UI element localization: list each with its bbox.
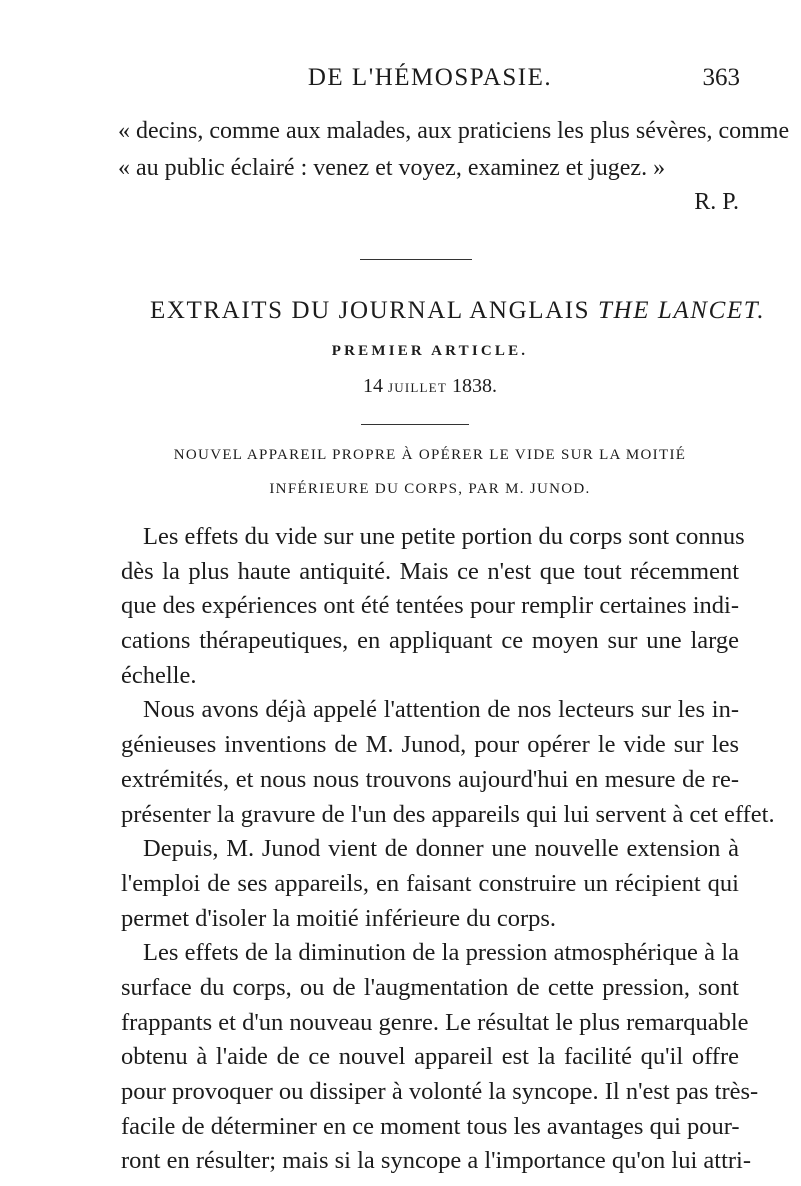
text-line: pour provoquer ou dissiper à volonté la syncope. Il n'est pas très-: [121, 1078, 759, 1105]
running-header: [120, 64, 740, 104]
article-body: [121, 520, 775, 1179]
paragraph: [121, 936, 759, 1179]
text-line: présenter la gravure de l'un des appareils qui lui servent à cet effet.: [121, 800, 775, 828]
running-title: DE L'HÉMOSPASIE.: [307, 64, 553, 91]
text-line: dès la plus haute antiquité. Mais ce n'est que tout récemment: [121, 557, 739, 585]
text-line: l'emploi de ses appareils, en faisant construire un récipient qui: [121, 869, 739, 897]
text-line: Nous avons déjà appelé l'attention de nos lecteurs sur les in-: [143, 696, 739, 724]
section-title-journal: THE LANCET.: [598, 297, 766, 324]
text-line: frappants et d'un nouveau genre. Le résultat le plus remarquable: [121, 1008, 749, 1036]
date-year: 1838.: [451, 375, 497, 397]
section-subtitle: PREMIER ARTICLE.: [331, 343, 529, 359]
date-day: 14: [363, 375, 384, 397]
text-line: obtenu à l'aide de ce nouvel appareil est la facilité qu'il offre: [121, 1043, 739, 1071]
quote-block: [118, 113, 790, 187]
separator-rule: [361, 424, 469, 425]
paragraph: [121, 520, 745, 693]
text-line: Depuis, M. Junod vient de donner une nouvelle extension à: [143, 835, 739, 863]
text-line: échelle.: [121, 661, 197, 689]
section-title-text: EXTRAITS DU JOURNAL ANGLAIS: [150, 297, 599, 324]
text-line: cations thérapeutiques, en appliquant ce moyen sur une large: [121, 627, 739, 655]
date-month: JUILLET: [388, 380, 447, 395]
page-number: 363: [702, 64, 740, 91]
article-heading-line: NOUVEL APPAREIL PROPRE À OPÉRER LE VIDE SUR LA MOITIÉ: [173, 447, 687, 463]
quote-line: « au public éclairé : venez et voyez, examinez et jugez. »: [118, 155, 666, 181]
quote-line: « decins, comme aux malades, aux praticiens les plus sévères, comme: [118, 118, 790, 144]
dateline: [150, 375, 710, 398]
text-line: extrémités, et nous nous trouvons aujourd'hui en mesure de re-: [121, 765, 739, 793]
section-title: [150, 297, 766, 325]
paragraph: [121, 693, 775, 832]
separator-rule: [360, 259, 472, 260]
text-line: Les effets de la diminution de la pression atmosphérique à la: [143, 939, 739, 967]
text-line: génieuses inventions de M. Junod, pour opérer le vide sur les: [121, 731, 739, 759]
article-heading-line: INFÉRIEURE DU CORPS, PAR M. JUNOD.: [269, 481, 591, 497]
signature: R. P.: [694, 189, 739, 215]
text-line: ront en résulter; mais si la syncope a l'importance qu'on lui attri-: [121, 1147, 752, 1175]
text-line: permet d'isoler la moitié inférieure du corps.: [121, 904, 557, 932]
text-line: que des expériences ont été tentées pour remplir certaines indi-: [121, 592, 739, 620]
text-line: surface du corps, ou de l'augmentation de cette pression, sont: [121, 973, 739, 1001]
text-line: Les effets du vide sur une petite portion du corps sont connus: [143, 523, 745, 550]
paragraph: [121, 832, 739, 936]
text-line: facile de déterminer en ce moment tous les avantages qui pour-: [121, 1112, 740, 1140]
